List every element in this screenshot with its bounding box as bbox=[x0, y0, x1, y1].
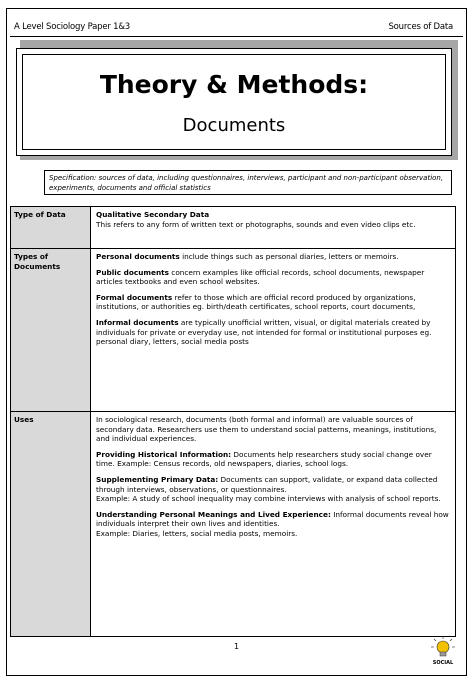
title-inner-border bbox=[22, 54, 446, 150]
list-item bbox=[96, 475, 450, 504]
row-label: Types of Documents bbox=[11, 249, 91, 412]
page-subtitle: Documents bbox=[182, 115, 286, 136]
row-content bbox=[91, 412, 456, 637]
item-text: concern examples like official records, school documents, newspaper articles textbooks and even school websites. bbox=[96, 267, 425, 287]
item-text: are typically unofficial written, visual, or digital materials created by individuals for private or everyday use, not intended for formal or institutional purposes eg. personal diary, letters, social media posts bbox=[96, 317, 432, 347]
item-term: Formal documents bbox=[96, 292, 173, 302]
table-row bbox=[11, 412, 456, 637]
item-text: Documents can support, validate, or expand data collected through interviews, observations, or questionnaires. bbox=[96, 474, 438, 494]
item-text: Documents help researchers study social change over time. Example: Census records, old newspapers, diaries, school logs. bbox=[96, 449, 432, 469]
item-text: refer to those which are official record produced by organizations, institutions, or authorities eg. birth/death certificates, school reports, court documents, bbox=[96, 292, 416, 312]
uses-intro: In sociological research, documents (both formal and informal) are valuable sources of secondary data. Researchers use them to understand social patterns, meanings, institutions, and individual experiences. bbox=[96, 415, 437, 444]
content-table bbox=[10, 206, 456, 637]
specification-box: Specification: sources of data, including questionnaires, interviews, participant and non-participant observation, experiments, documents and official statistics bbox=[44, 170, 452, 195]
row-content bbox=[91, 249, 456, 412]
table-row bbox=[11, 207, 456, 249]
header-left: A Level Sociology Paper 1&3 bbox=[14, 22, 130, 32]
item-term: Understanding Personal Meanings and Lived Experience: bbox=[96, 509, 331, 519]
item-text: include things such as personal diaries, letters or memoirs. bbox=[179, 252, 399, 261]
header-right: Sources of Data bbox=[388, 22, 453, 32]
list-item bbox=[96, 293, 450, 312]
table-row bbox=[11, 249, 456, 412]
title-box bbox=[16, 48, 452, 156]
row-text: This refers to any form of written text or photographs, sounds and even video clips etc. bbox=[96, 219, 416, 229]
row-label: Uses bbox=[11, 412, 91, 637]
item-term: Supplementing Primary Data: bbox=[96, 474, 219, 484]
logo-text: SOCIAL bbox=[432, 660, 454, 666]
lightbulb-logo-icon bbox=[428, 635, 458, 669]
item-term: Providing Historical Information: bbox=[96, 449, 232, 459]
item-term: Personal documents bbox=[96, 252, 180, 261]
list-item bbox=[96, 510, 450, 539]
list-item bbox=[96, 318, 450, 347]
row-content bbox=[91, 207, 456, 249]
list-item bbox=[96, 450, 450, 469]
page-title: Theory & Methods: bbox=[99, 70, 369, 99]
item-term: Public documents bbox=[96, 267, 169, 277]
list-item bbox=[96, 268, 450, 287]
item-example: Example: Diaries, letters, social media posts, memoirs. bbox=[96, 528, 298, 538]
list-item bbox=[96, 252, 450, 262]
header-divider bbox=[10, 36, 463, 37]
item-term: Informal documents bbox=[96, 317, 179, 327]
page-number: 1 bbox=[233, 642, 240, 651]
item-text: Informal documents reveal how individuals interpret their own lives and identities. bbox=[96, 509, 449, 529]
row-label: Type of Data bbox=[11, 207, 91, 249]
row-heading: Qualitative Secondary Data bbox=[96, 210, 210, 219]
item-example: Example: A study of school inequality may combine interviews with analysis of school reports. bbox=[96, 494, 441, 504]
